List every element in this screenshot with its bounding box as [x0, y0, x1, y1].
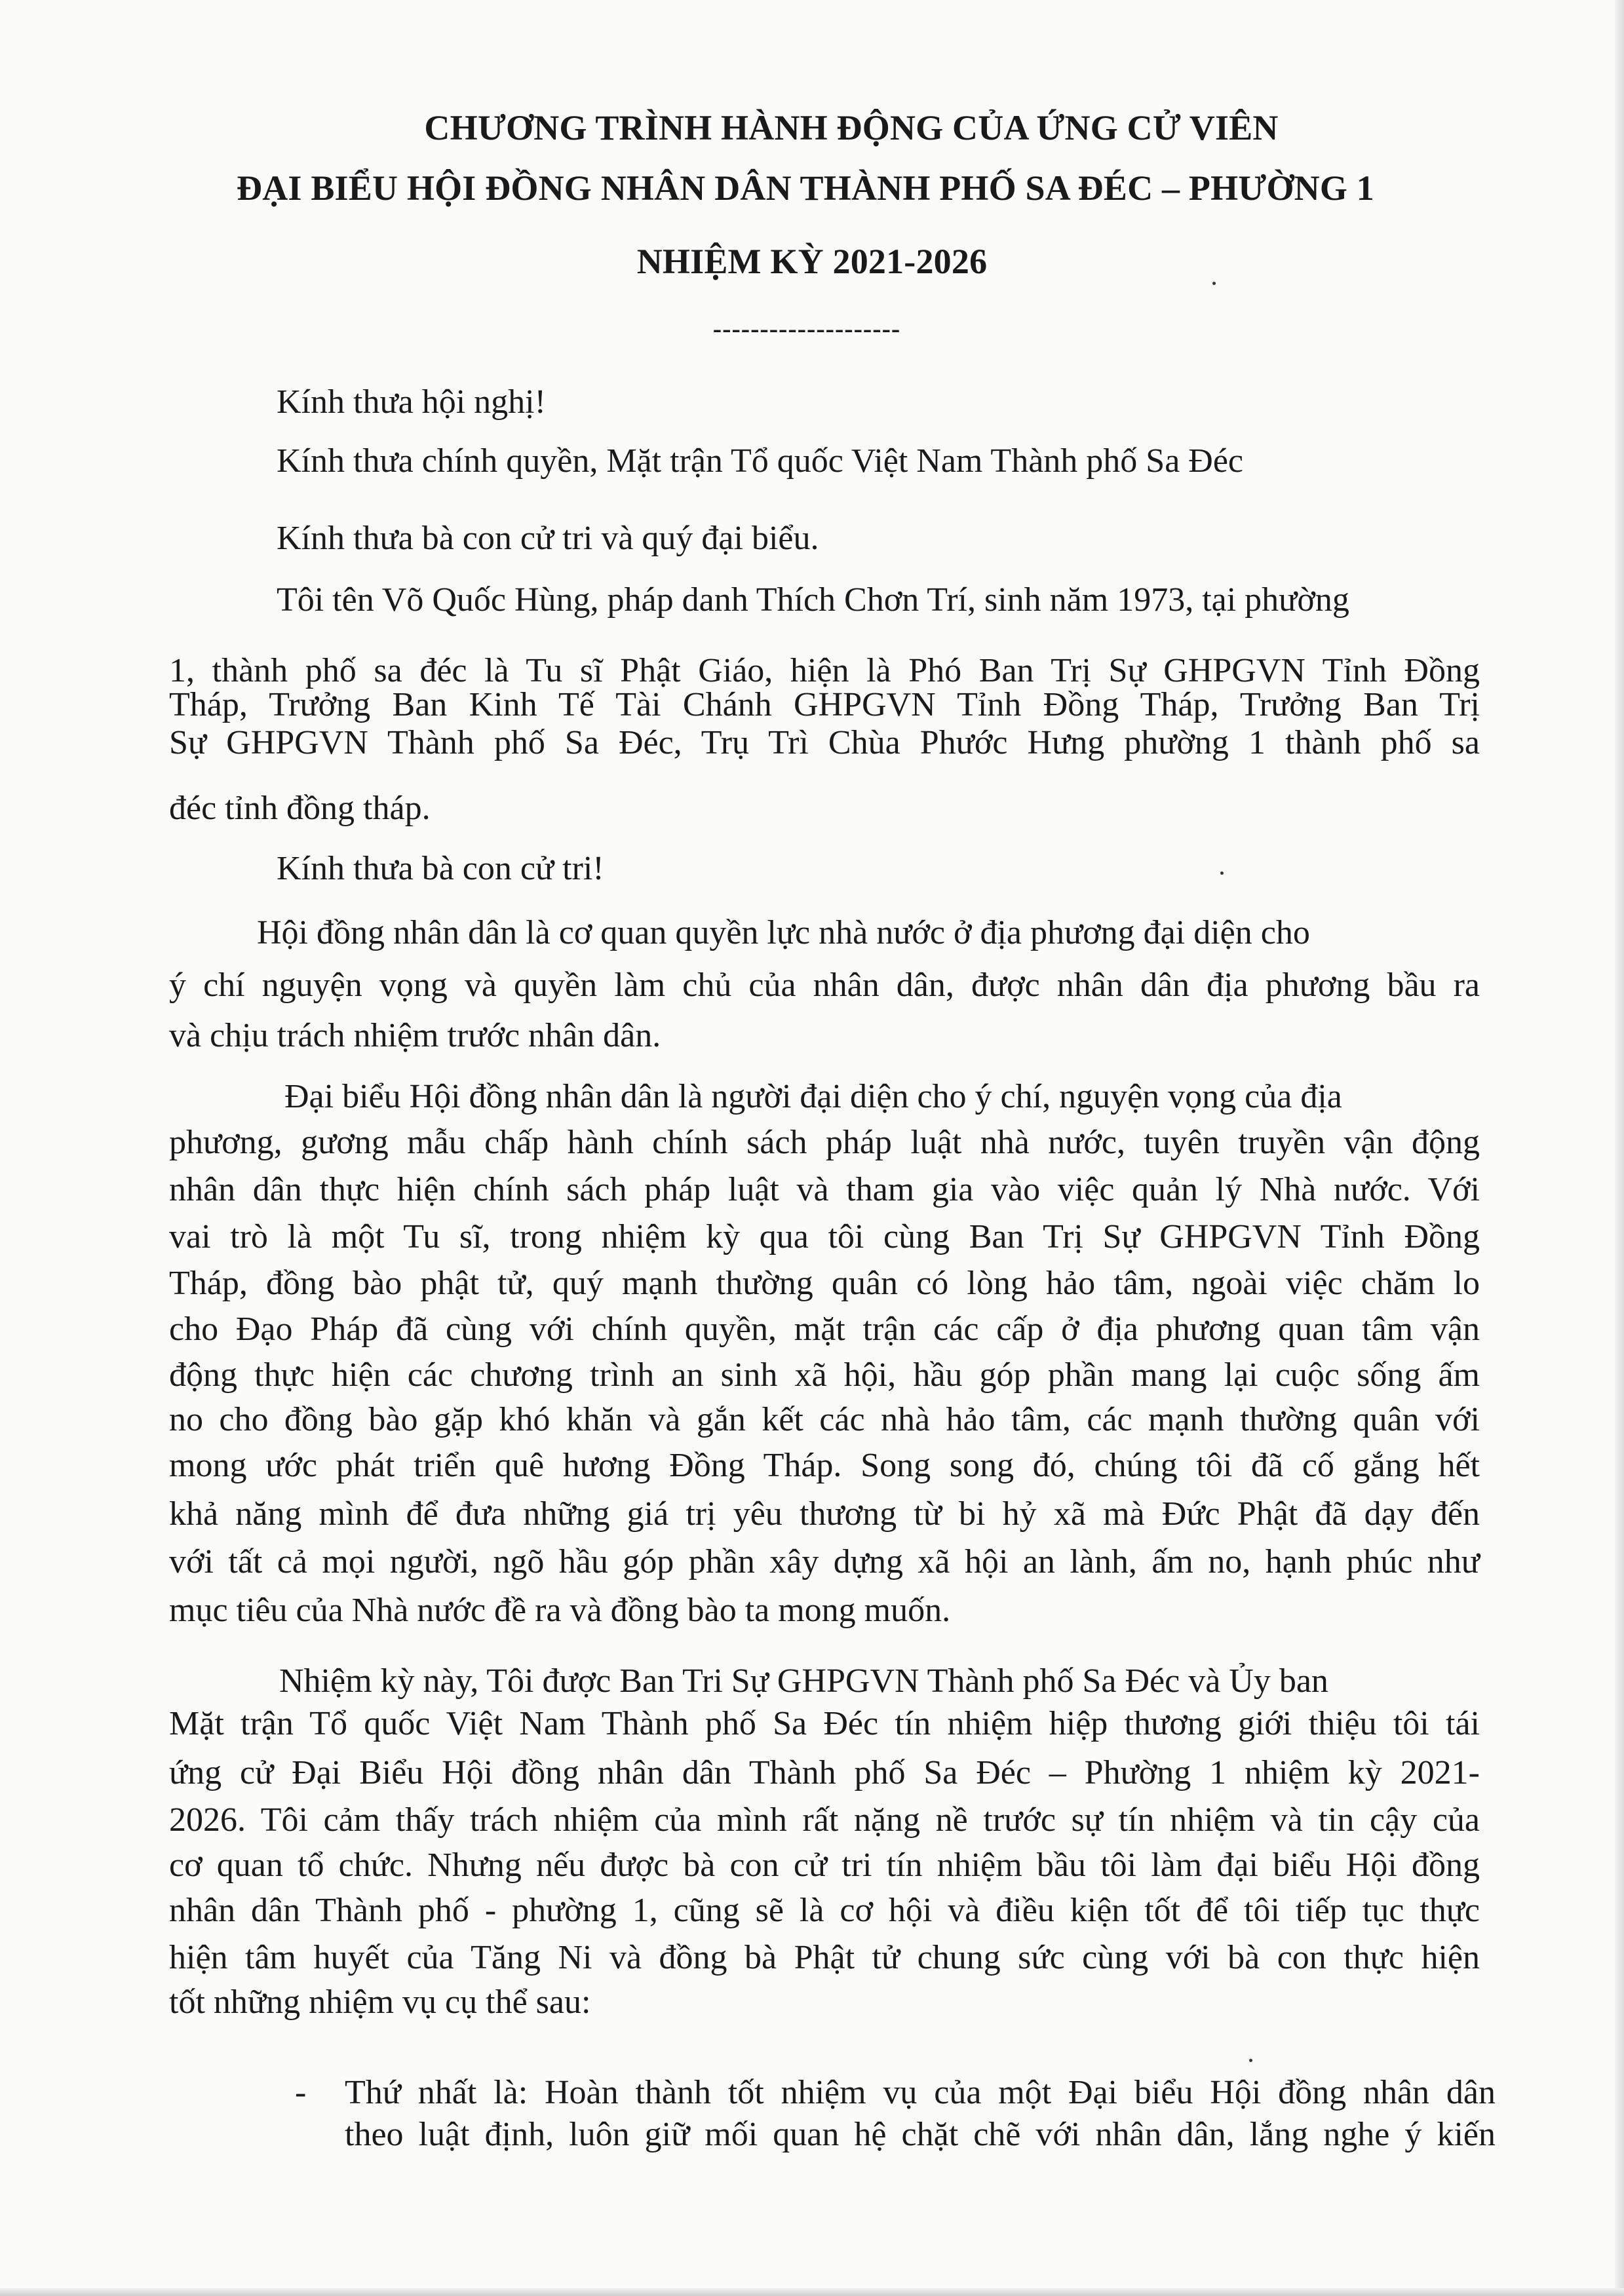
- greeting-line: Kính thưa hội nghị!: [277, 383, 546, 421]
- paragraph-line: cơ quan tổ chức. Nhưng nếu được bà con cử tri tín nhiệm bầu tôi làm đại biểu Hội đồng: [169, 1846, 1480, 1884]
- header-line-3: NHIỆM KỲ 2021-2026: [636, 242, 988, 281]
- paragraph-line: Nhiệm kỳ này, Tôi được Ban Tri Sự GHPGVN Thành phố Sa Đéc và Ủy ban: [279, 1662, 1328, 1700]
- paragraph-line: ứng cử Đại Biểu Hội đồng nhân dân Thành phố Sa Đéc – Phường 1 nhiệm kỳ 2021-: [169, 1754, 1480, 1791]
- paragraph-line: cho Đạo Pháp đã cùng với chính quyền, mặt trận các cấp ở địa phương quan tâm vận: [169, 1311, 1480, 1348]
- scan-shadow-right: [1615, 0, 1624, 2296]
- header-separator: --------------------: [712, 314, 901, 343]
- paragraph-line: với tất cả mọi người, ngõ hầu góp phần xây dựng xã hội an lành, ấm no, hạnh phúc như: [169, 1543, 1480, 1580]
- paragraph-line: tốt những nhiệm vụ cụ thể sau:: [169, 1983, 591, 2021]
- paragraph-line: mong ước phát triển quê hương Đồng Tháp. Song song đó, chúng tôi đã cố gắng hết: [169, 1447, 1480, 1484]
- scan-speck: [1220, 871, 1224, 875]
- bullet-line: theo luật định, luôn giữ mối quan hệ chặt chẽ với nhân dân, lắng nghe ý kiến: [345, 2116, 1496, 2153]
- paragraph-line: Đại biểu Hội đồng nhân dân là người đại diện cho ý chí, nguyện vọng của địa: [284, 1078, 1342, 1115]
- header-line-2: ĐẠI BIỂU HỘI ĐỒNG NHÂN DÂN THÀNH PHỐ SA ĐÉC – PHƯỜNG 1: [237, 168, 1374, 208]
- scan-speck: [1249, 2059, 1252, 2062]
- scan-shadow-bottom: [0, 2288, 1624, 2296]
- paragraph-line: no cho đồng bào gặp khó khăn và gắn kết các nhà hảo tâm, các mạnh thường quân với: [169, 1401, 1480, 1438]
- paragraph-line: phương, gương mẫu chấp hành chính sách pháp luật nhà nước, tuyên truyền vận động: [169, 1124, 1480, 1161]
- greeting-line: Kính thưa bà con cử tri!: [277, 850, 604, 887]
- paragraph-line: Mặt trận Tổ quốc Việt Nam Thành phố Sa Đéc tín nhiệm hiệp thương giới thiệu tôi tái: [169, 1705, 1480, 1742]
- greeting-line: Kính thưa bà con cử tri và quý đại biểu.: [277, 520, 819, 557]
- scan-speck: [1212, 282, 1216, 285]
- paragraph-line: Sự GHPGVN Thành phố Sa Đéc, Trụ Trì Chùa Phước Hưng phường 1 thành phố sa: [169, 724, 1480, 761]
- paragraph-line: đéc tỉnh đồng tháp.: [169, 790, 431, 827]
- paragraph-line: nhân dân Thành phố - phường 1, cũng sẽ là cơ hội và điều kiện tốt để tôi tiếp tục thực: [169, 1892, 1480, 1929]
- paragraph-line: Tôi tên Võ Quốc Hùng, pháp danh Thích Chơn Trí, sinh năm 1973, tại phường: [277, 581, 1349, 619]
- paragraph-line: 1, thành phố sa đéc là Tu sĩ Phật Giáo, hiện là Phó Ban Trị Sự GHPGVN Tỉnh Đồng: [169, 652, 1480, 689]
- paragraph-line: vai trò là một Tu sĩ, trong nhiệm kỳ qua tôi cùng Ban Trị Sự GHPGVN Tỉnh Đồng: [169, 1218, 1480, 1255]
- bullet-line: Thứ nhất là: Hoàn thành tốt nhiệm vụ của một Đại biểu Hội đồng nhân dân: [345, 2074, 1496, 2111]
- paragraph-line: 2026. Tôi cảm thấy trách nhiệm của mình rất nặng nề trước sự tín nhiệm và tin cậy của: [169, 1801, 1480, 1839]
- paragraph-line: Hội đồng nhân dân là cơ quan quyền lực nhà nước ở địa phương đại diện cho: [257, 914, 1310, 951]
- paragraph-line: Tháp, đồng bào phật tử, quý mạnh thường quân có lòng hảo tâm, ngoài việc chăm lo: [169, 1265, 1480, 1302]
- paragraph-line: và chịu trách nhiệm trước nhân dân.: [169, 1017, 661, 1054]
- paragraph-line: Tháp, Trưởng Ban Kinh Tế Tài Chánh GHPGVN Tỉnh Đồng Tháp, Trưởng Ban Trị: [169, 686, 1480, 723]
- paragraph-line: động thực hiện các chương trình an sinh xã hội, hầu góp phần mang lại cuộc sống ấm: [169, 1356, 1480, 1394]
- header-line-1: CHƯƠNG TRÌNH HÀNH ĐỘNG CỦA ỨNG CỬ VIÊN: [424, 108, 1279, 147]
- greeting-line: Kính thưa chính quyền, Mặt trận Tổ quốc Việt Nam Thành phố Sa Đéc: [277, 442, 1243, 480]
- paragraph-line: khả năng mình để đưa những giá trị yêu thương từ bi hỷ xã mà Đức Phật đã dạy đến: [169, 1495, 1480, 1533]
- paragraph-line: nhân dân thực hiện chính sách pháp luật và tham gia vào việc quản lý Nhà nước. Với: [169, 1171, 1480, 1208]
- paragraph-line: mục tiêu của Nhà nước đề ra và đồng bào ta mong muốn.: [169, 1592, 951, 1629]
- paragraph-line: ý chí nguyện vọng và quyền làm chủ của nhân dân, được nhân dân địa phương bầu ra: [169, 966, 1480, 1004]
- paragraph-line: hiện tâm huyết của Tăng Ni và đồng bà Phật tử chung sức cùng với bà con thực hiện: [169, 1939, 1480, 1976]
- bullet-marker: -: [295, 2074, 307, 2111]
